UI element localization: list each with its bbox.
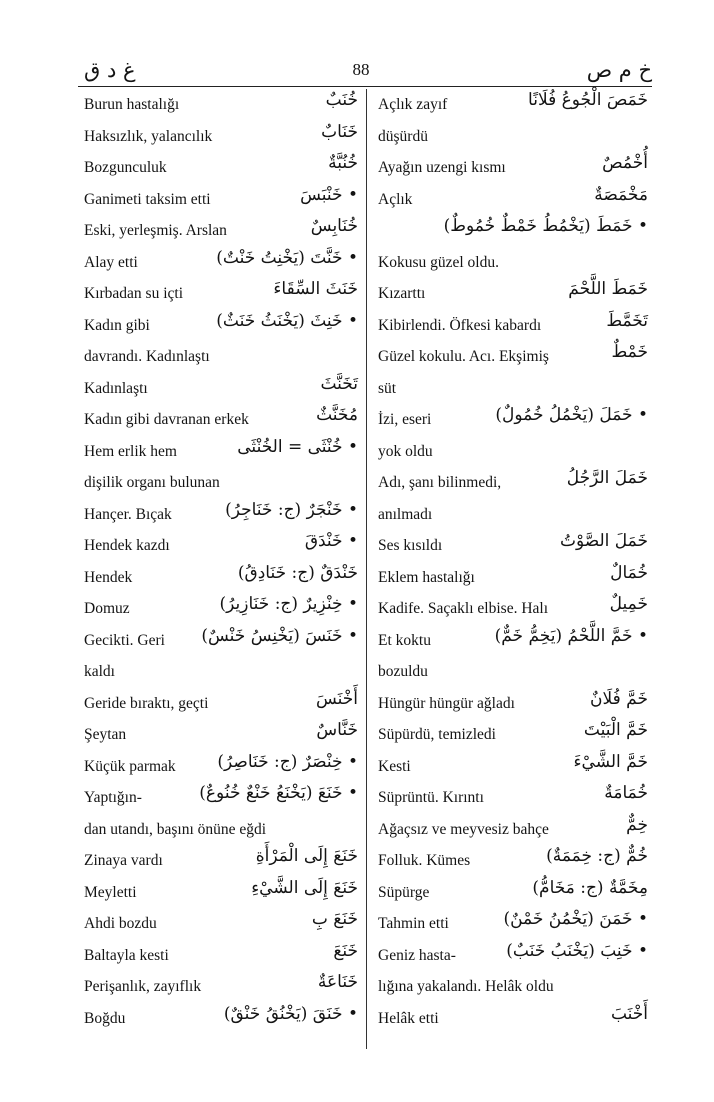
turkish-definition: Geniz hasta- bbox=[378, 946, 456, 964]
turkish-definition: Gecikti. Geri bbox=[84, 631, 165, 649]
dictionary-entry bbox=[80, 248, 358, 280]
turkish-definition: Baltayla kesti bbox=[84, 946, 169, 964]
arabic-headword: • خَنَّتَ (يَخْنِتُ خَنْتٌ) bbox=[216, 247, 358, 268]
dictionary-entry bbox=[80, 594, 358, 626]
dictionary-entry bbox=[80, 563, 358, 595]
dictionary-entry bbox=[374, 405, 648, 437]
turkish-definition: Kadın gibi davranan erkek bbox=[84, 411, 249, 428]
dictionary-entry bbox=[80, 846, 358, 878]
dictionary-entry bbox=[80, 972, 358, 1004]
dictionary-entry bbox=[80, 216, 358, 248]
arabic-headword: • خَنَعَ (يَخْنَعُ خَنْعٌ خُنُوعٌ) bbox=[199, 783, 358, 803]
arabic-headword: خَمْطٌ bbox=[611, 342, 648, 362]
dictionary-entry bbox=[80, 626, 358, 658]
dictionary-entry bbox=[80, 815, 358, 847]
arabic-headword: • خَنِبَ (يَخْنَبُ خَنَبٌ) bbox=[506, 940, 648, 961]
arabic-headword: مَخْمَصَةٌ bbox=[594, 184, 648, 205]
arabic-headword: خَنَعَ بِ bbox=[311, 909, 358, 929]
dictionary-entry bbox=[80, 437, 358, 469]
column-divider bbox=[366, 89, 367, 1049]
arabic-headword: • خَنَقَ (يَخْنُقُ خَنْقٌ) bbox=[223, 1003, 358, 1024]
turkish-definition: Boğdu bbox=[84, 1009, 126, 1027]
dictionary-entry bbox=[80, 279, 358, 311]
header-rule bbox=[78, 86, 652, 87]
turkish-definition: süt bbox=[378, 379, 397, 397]
dictionary-entry bbox=[374, 216, 648, 248]
dictionary-entry bbox=[80, 405, 358, 437]
dictionary-entry bbox=[374, 122, 648, 154]
dictionary-entry bbox=[374, 846, 648, 878]
arabic-headword: • خَمَّ اللَّحْمُ (يَخِمُّ خَمٌّ) bbox=[494, 625, 648, 646]
arabic-headword: خُنُبَّةٌ bbox=[328, 153, 358, 173]
dictionary-entry bbox=[374, 657, 648, 689]
arabic-headword: خَنَابٌ bbox=[321, 121, 358, 142]
dictionary-entry bbox=[374, 941, 648, 973]
turkish-definition: Ayağın uzengi kısmı bbox=[378, 159, 506, 176]
turkish-definition: dişilik organı bulunan bbox=[84, 474, 220, 491]
turkish-definition: anılmadı bbox=[378, 505, 433, 523]
turkish-definition: Ganimeti taksim etti bbox=[84, 190, 211, 208]
page-number: 88 bbox=[352, 60, 370, 79]
arabic-headword: خُمٌّ (ج: خِمَمَةٌ) bbox=[546, 846, 648, 866]
dictionary-entry bbox=[374, 815, 648, 847]
header-letters-right: خ م ص bbox=[586, 58, 652, 82]
dictionary-entry bbox=[80, 941, 358, 973]
arabic-headword: • خَمَلَ (يَخْمُلُ خُمُولٌ) bbox=[495, 405, 648, 425]
turkish-definition: Küçük parmak bbox=[84, 757, 176, 775]
turkish-definition: Kadife. Saçaklı elbise. Halı bbox=[378, 600, 549, 617]
turkish-definition: Tahmin etti bbox=[378, 915, 449, 932]
arabic-headword: خَنَعَ إِلَى الْمَرْأَةِ bbox=[255, 846, 358, 866]
arabic-headword: خَنَّاسٌ bbox=[316, 720, 358, 740]
turkish-definition: Yaptığın- bbox=[84, 789, 142, 806]
arabic-headword: مِخَمَّةٌ (ج: مَخَامُّ) bbox=[532, 877, 648, 898]
arabic-headword: خَمَطَ اللَّحْمَ bbox=[568, 279, 648, 299]
arabic-headword: • خِنْصَرٌ (ج: خَنَاصِرُ) bbox=[217, 751, 358, 772]
dictionary-entry bbox=[374, 153, 648, 185]
dictionary-entry bbox=[374, 374, 648, 406]
dictionary-entry bbox=[374, 909, 648, 941]
turkish-definition: Haksızlık, yalancılık bbox=[84, 127, 213, 145]
turkish-definition: Kokusu güzel oldu. bbox=[378, 253, 499, 271]
dictionary-entry bbox=[374, 185, 648, 217]
dictionary-entry bbox=[374, 531, 648, 563]
dictionary-entry bbox=[374, 752, 648, 784]
dictionary-entry bbox=[374, 878, 648, 910]
dictionary-entry bbox=[80, 468, 358, 500]
turkish-definition: Kırbadan su içti bbox=[84, 285, 184, 302]
arabic-headword: أَخْنَسَ bbox=[315, 688, 358, 709]
turkish-definition: Kızarttı bbox=[378, 285, 426, 302]
dictionary-entry bbox=[80, 1004, 358, 1036]
turkish-definition: Süpürdü, temizledi bbox=[378, 726, 496, 743]
turkish-definition: Hem erlik hem bbox=[84, 442, 177, 460]
dictionary-entry bbox=[374, 90, 648, 122]
arabic-headword: • خَنْبَسَ bbox=[300, 184, 358, 205]
turkish-definition: bozuldu bbox=[378, 663, 428, 680]
arabic-headword: خُمَالٌ bbox=[610, 562, 648, 583]
turkish-definition: Hendek bbox=[84, 568, 133, 586]
arabic-headword: • خَنْدَقَ bbox=[304, 531, 358, 551]
dictionary-entry bbox=[374, 563, 648, 595]
turkish-definition: Açlık bbox=[378, 190, 413, 208]
dictionary-entry bbox=[80, 500, 358, 532]
arabic-headword: خَمَلَ الرَّجُلُ bbox=[566, 468, 648, 488]
dictionary-entry bbox=[80, 783, 358, 815]
arabic-headword: تَخَنَّثَ bbox=[320, 373, 358, 394]
turkish-definition: davrandı. Kadınlaştı bbox=[84, 348, 210, 365]
dictionary-entry bbox=[374, 689, 648, 721]
turkish-definition: Hüngür hüngür ağladı bbox=[378, 694, 515, 712]
turkish-definition: Şeytan bbox=[84, 726, 127, 743]
dictionary-entry bbox=[374, 500, 648, 532]
arabic-headword: خُنَبٌ bbox=[325, 90, 358, 110]
turkish-definition: Süpürge bbox=[378, 883, 430, 901]
turkish-definition: Süprüntü. Kırıntı bbox=[378, 789, 484, 806]
arabic-headword: خَمَّ الشَّيْءَ bbox=[573, 751, 648, 772]
arabic-headword: • خَمَنَ (يَخْمُنُ خَمْنٌ) bbox=[503, 909, 648, 929]
dictionary-entry bbox=[80, 374, 358, 406]
arabic-headword: خَمَصَ الْجُوعُ فُلَانًا bbox=[528, 90, 648, 110]
dictionary-entry bbox=[80, 311, 358, 343]
dictionary-entry bbox=[374, 594, 648, 626]
dictionary-entry bbox=[374, 279, 648, 311]
turkish-definition: Domuz bbox=[84, 600, 130, 617]
arabic-headword: أُخْمُصٌ bbox=[602, 153, 648, 173]
dictionary-entry bbox=[374, 626, 648, 658]
dictionary-entry bbox=[374, 783, 648, 815]
arabic-headword: • خُنْثَى = الخُنْثَى bbox=[237, 436, 358, 457]
arabic-headword: تَخَمَّطَ bbox=[606, 310, 648, 331]
turkish-definition: Açlık zayıf bbox=[378, 96, 448, 113]
turkish-definition: Geride bıraktı, geçti bbox=[84, 694, 209, 712]
dictionary-entry bbox=[80, 342, 358, 374]
dictionary-entry bbox=[80, 909, 358, 941]
turkish-definition: Ahdi bozdu bbox=[84, 915, 157, 932]
dictionary-entry bbox=[80, 531, 358, 563]
dictionary-entry bbox=[80, 878, 358, 910]
dictionary-entry bbox=[80, 90, 358, 122]
dictionary-entry bbox=[374, 437, 648, 469]
arabic-headword: خَنَاعَةٌ bbox=[317, 972, 358, 992]
dictionary-entry bbox=[374, 720, 648, 752]
turkish-definition: Perişanlık, zayıflık bbox=[84, 978, 202, 995]
turkish-definition: Alay etti bbox=[84, 253, 138, 271]
turkish-definition: Et koktu bbox=[378, 631, 431, 649]
turkish-definition: yok oldu bbox=[378, 442, 433, 460]
turkish-definition: Ses kısıldı bbox=[378, 537, 443, 554]
dictionary-entry bbox=[374, 342, 648, 374]
arabic-headword: خُنَابِسٌ bbox=[310, 216, 358, 236]
turkish-definition: Zinaya vardı bbox=[84, 852, 163, 869]
arabic-headword: أَخْنَبَ bbox=[610, 1003, 648, 1024]
turkish-definition: Kesti bbox=[378, 757, 411, 775]
dictionary-entry bbox=[80, 657, 358, 689]
arabic-headword: خَنْدَقٌ (ج: خَنَادِقُ) bbox=[237, 562, 358, 583]
dictionary-entry bbox=[80, 185, 358, 217]
turkish-definition: düşürdü bbox=[378, 127, 428, 145]
turkish-definition: Eklem hastalığı bbox=[378, 568, 475, 586]
turkish-definition: dan utandı, başını önüne eğdi bbox=[84, 820, 267, 838]
turkish-definition: Helâk etti bbox=[378, 1009, 439, 1027]
turkish-definition: Güzel kokulu. Acı. Ekşimiş bbox=[378, 348, 549, 365]
turkish-definition: kaldı bbox=[84, 663, 115, 680]
page-header bbox=[70, 54, 652, 90]
header-letters-left: غ د ق bbox=[84, 58, 136, 82]
arabic-headword: • خَنْجَرٌ (ج: خَنَاجِرُ) bbox=[225, 499, 358, 520]
turkish-definition: Hançer. Bıçak bbox=[84, 505, 172, 523]
turkish-definition: Folluk. Kümes bbox=[378, 852, 471, 869]
dictionary-entry bbox=[374, 972, 648, 1004]
turkish-definition: Meyletti bbox=[84, 883, 137, 901]
dictionary-entry bbox=[374, 1004, 648, 1036]
dictionary-entry bbox=[80, 689, 358, 721]
arabic-headword: خَنَثَ السِّقَاءَ bbox=[273, 279, 358, 299]
arabic-headword: • خَمَطَ (يَخْمُطُ خَمْطٌ خُمُوطٌ) bbox=[443, 216, 648, 236]
turkish-definition: Adı, şanı bilinmedi, bbox=[378, 474, 502, 491]
turkish-definition: Kadınlaştı bbox=[84, 379, 148, 397]
dictionary-entry bbox=[374, 248, 648, 280]
dictionary-entry bbox=[80, 122, 358, 154]
turkish-definition: Burun hastalığı bbox=[84, 96, 180, 113]
turkish-definition: Kibirlendi. Öfkesi kabardı bbox=[378, 316, 542, 334]
dictionary-entry bbox=[80, 752, 358, 784]
turkish-definition: Ağaçsız ve meyvesiz bahçe bbox=[378, 820, 549, 838]
arabic-headword: خُمَامَةٌ bbox=[604, 783, 648, 803]
arabic-headword: خَنَعَ bbox=[333, 940, 358, 961]
arabic-headword: • خَنِثَ (يَخْنَثُ خَنَثٌ) bbox=[216, 310, 358, 331]
turkish-definition: Eski, yerleşmiş. Arslan bbox=[84, 222, 227, 239]
left-column bbox=[80, 90, 358, 1035]
arabic-headword: خَمَّ فُلَانٌ bbox=[590, 688, 648, 709]
dictionary-entry bbox=[374, 468, 648, 500]
turkish-definition: Bozgunculuk bbox=[84, 159, 167, 176]
arabic-headword: خِمٌّ bbox=[626, 814, 648, 835]
turkish-definition: İzi, eseri bbox=[378, 411, 432, 428]
turkish-definition: Hendek kazdı bbox=[84, 537, 170, 554]
arabic-headword: • خَنَسَ (يَخْنِسُ خَنْسٌ) bbox=[201, 625, 358, 646]
arabic-headword: خَمَّ الْبَيْتَ bbox=[583, 720, 648, 740]
turkish-definition: Kadın gibi bbox=[84, 316, 150, 334]
arabic-headword: خَنَعَ إِلَى الشَّيْءِ bbox=[251, 877, 358, 898]
turkish-definition: lığına yakalandı. Helâk oldu bbox=[378, 978, 554, 995]
arabic-headword: خَمِيلٌ bbox=[609, 594, 648, 614]
arabic-headword: • خِنْزِيرٌ (ج: خَنَازِيرُ) bbox=[219, 594, 358, 614]
dictionary-entry bbox=[80, 720, 358, 752]
right-column bbox=[374, 90, 648, 1035]
arabic-headword: خَمَلَ الصَّوْتُ bbox=[559, 531, 648, 551]
dictionary-entry bbox=[80, 153, 358, 185]
dictionary-entry bbox=[374, 311, 648, 343]
arabic-headword: مُخَنَّثٌ bbox=[316, 405, 358, 425]
